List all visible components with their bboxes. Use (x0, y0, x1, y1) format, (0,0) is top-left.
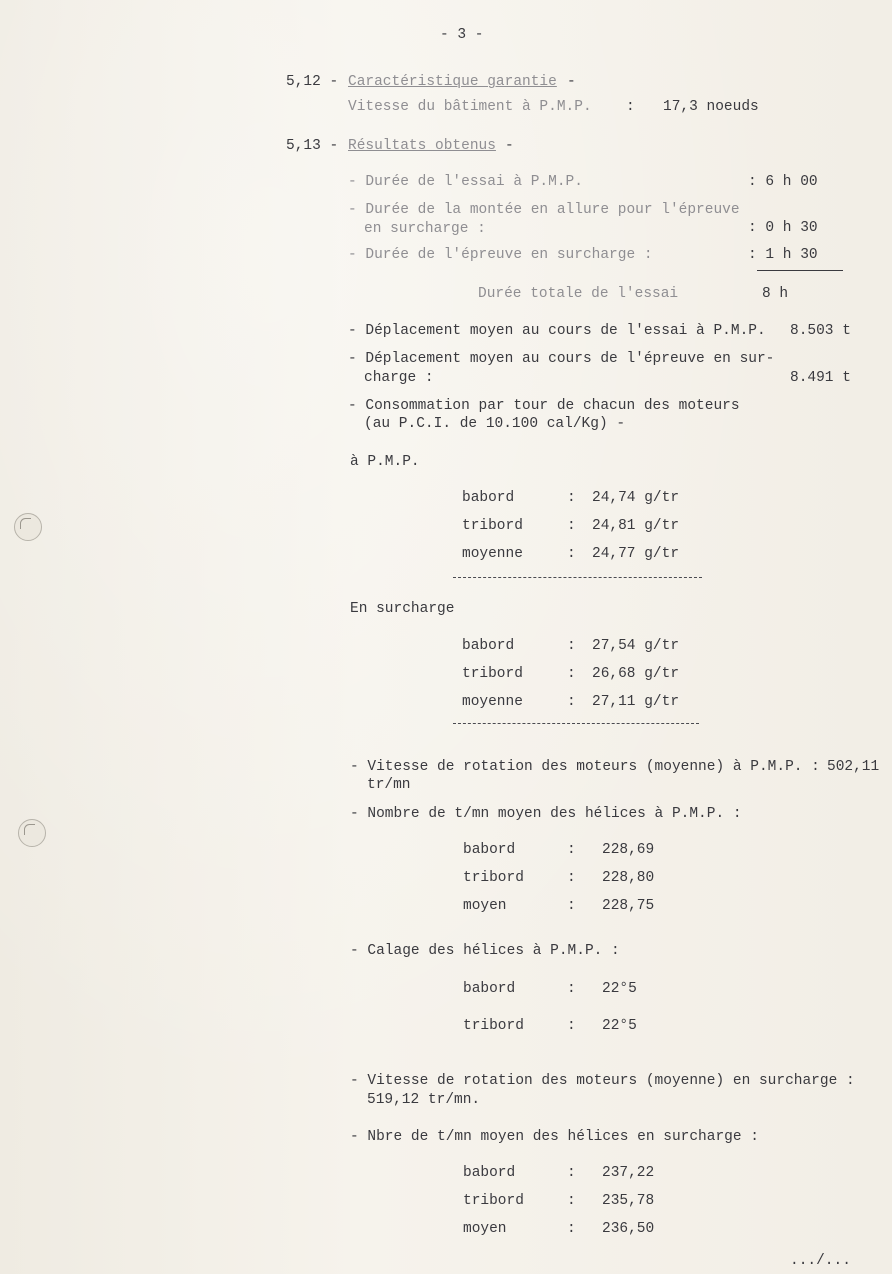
calage-babord-name: babord (463, 981, 516, 997)
nbre-surch-moyen-sep: : (567, 1221, 576, 1237)
nbre-surch-babord-sep: : (567, 1165, 576, 1181)
duree-surcharge-label: - Durée de l'épreuve en surcharge : (348, 247, 653, 263)
duree-essai-value: : 6 h 00 (748, 174, 818, 190)
duree-montee-label-1: - Durée de la montée en allure pour l'épreuve (348, 202, 740, 218)
section-title-512: Caractéristique garantie (348, 74, 557, 90)
calage-label: - Calage des hélices à P.M.P. : (350, 943, 620, 959)
nbre-pmp-babord-name: babord (463, 842, 516, 858)
guaranteed-speed-value: 17,3 noeuds (663, 99, 759, 115)
nbre-pmp-moyen-value: 228,75 (602, 898, 655, 914)
consommation-label-1: - Consommation par tour de chacun des moteurs (348, 398, 740, 414)
nbre-surch-babord-value: 237,22 (602, 1165, 655, 1181)
vitesse-pmp-label-2: tr/mn (367, 777, 411, 793)
surch-row-babord-value: 27,54 g/tr (592, 638, 680, 654)
section-title-tail-512: - (567, 74, 576, 90)
nbre-pmp-tribord-sep: : (567, 870, 576, 886)
nbre-surch-tribord-sep: : (567, 1193, 576, 1209)
vitesse-surcharge-label-1: - Vitesse de rotation des moteurs (moyenne) en surcharge : (350, 1073, 855, 1089)
pmp-row-tribord-name: tribord (462, 518, 523, 534)
duree-montee-label-2: en surcharge : (364, 221, 486, 237)
deplacement-pmp-value: 8.503 t (790, 323, 851, 339)
nbre-surcharge-label: - Nbre de t/mn moyen des hélices en surcharge : (350, 1129, 759, 1145)
pmp-row-babord-value: 24,74 g/tr (592, 490, 680, 506)
nbre-surch-tribord-name: tribord (463, 1193, 524, 1209)
vitesse-surcharge-label-2: 519,12 tr/mn. (367, 1092, 481, 1108)
surcharge-heading: En surcharge (350, 601, 455, 617)
nbre-pmp-moyen-sep: : (567, 898, 576, 914)
total-underline (757, 270, 843, 271)
pmp-heading: à P.M.P. (350, 454, 420, 470)
calage-babord-sep: : (567, 981, 576, 997)
nbre-pmp-tribord-value: 228,80 (602, 870, 655, 886)
calage-babord-value: 22°5 (602, 981, 637, 997)
nbre-pmp-babord-sep: : (567, 842, 576, 858)
calage-tribord-value: 22°5 (602, 1018, 637, 1034)
deplacement-surcharge-label-2: charge : (364, 370, 434, 386)
calage-tribord-name: tribord (463, 1018, 524, 1034)
nbre-surch-babord-name: babord (463, 1165, 516, 1181)
surch-row-moyenne-name: moyenne (462, 694, 523, 710)
pmp-row-moyenne-sep: : (567, 546, 576, 562)
pmp-row-babord-sep: : (567, 490, 576, 506)
nombre-pmp-label: - Nombre de t/mn moyen des hélices à P.M.P. : (350, 806, 742, 822)
consommation-label-2: (au P.C.I. de 10.100 cal/Kg) - (364, 416, 626, 432)
surch-row-moyenne-sep: : (567, 694, 576, 710)
surch-row-babord-name: babord (462, 638, 515, 654)
nbre-surch-moyen-value: 236,50 (602, 1221, 655, 1237)
duree-surcharge-value: : 1 h 30 (748, 247, 818, 263)
duree-totale-value: 8 h (762, 286, 789, 302)
surch-row-tribord-sep: : (567, 666, 576, 682)
surcharge-separator (453, 723, 699, 724)
nbre-pmp-babord-value: 228,69 (602, 842, 655, 858)
duree-montee-value: : 0 h 30 (748, 220, 818, 236)
section-title-tail-513: - (505, 138, 514, 154)
surch-row-moyenne-value: 27,11 g/tr (592, 694, 680, 710)
guaranteed-speed-colon: : (626, 99, 635, 115)
duree-totale-label: Durée totale de l'essai (478, 286, 679, 302)
pmp-row-moyenne-name: moyenne (462, 546, 523, 562)
nbre-surch-moyen-name: moyen (463, 1221, 507, 1237)
pmp-separator (453, 577, 702, 578)
punch-hole-top (14, 513, 42, 541)
surch-row-tribord-name: tribord (462, 666, 523, 682)
deplacement-surcharge-label-1: - Déplacement moyen au cours de l'épreuve en sur- (348, 351, 775, 367)
vitesse-pmp-label-1: - Vitesse de rotation des moteurs (moyenne) à P.M.P. : (350, 759, 820, 775)
surch-row-tribord-value: 26,68 g/tr (592, 666, 680, 682)
punch-hole-bottom (18, 819, 46, 847)
deplacement-surcharge-value: 8.491 t (790, 370, 851, 386)
pmp-row-babord-name: babord (462, 490, 515, 506)
calage-tribord-sep: : (567, 1018, 576, 1034)
surch-row-babord-sep: : (567, 638, 576, 654)
nbre-pmp-moyen-name: moyen (463, 898, 507, 914)
section-title-513: Résultats obtenus (348, 138, 496, 154)
nbre-pmp-tribord-name: tribord (463, 870, 524, 886)
pmp-row-tribord-value: 24,81 g/tr (592, 518, 680, 534)
section-number-512: 5,12 - (286, 74, 339, 90)
continuation-mark: .../... (790, 1253, 851, 1269)
pmp-row-tribord-sep: : (567, 518, 576, 534)
duree-essai-label: - Durée de l'essai à P.M.P. (348, 174, 583, 190)
section-number-513: 5,13 - (286, 138, 339, 154)
deplacement-pmp-label: - Déplacement moyen au cours de l'essai à P.M.P. (348, 323, 766, 339)
pmp-row-moyenne-value: 24,77 g/tr (592, 546, 680, 562)
guaranteed-speed-label: Vitesse du bâtiment à P.M.P. (348, 99, 592, 115)
vitesse-pmp-value: 502,11 (827, 759, 880, 775)
page-number: - 3 - (440, 27, 484, 43)
nbre-surch-tribord-value: 235,78 (602, 1193, 655, 1209)
